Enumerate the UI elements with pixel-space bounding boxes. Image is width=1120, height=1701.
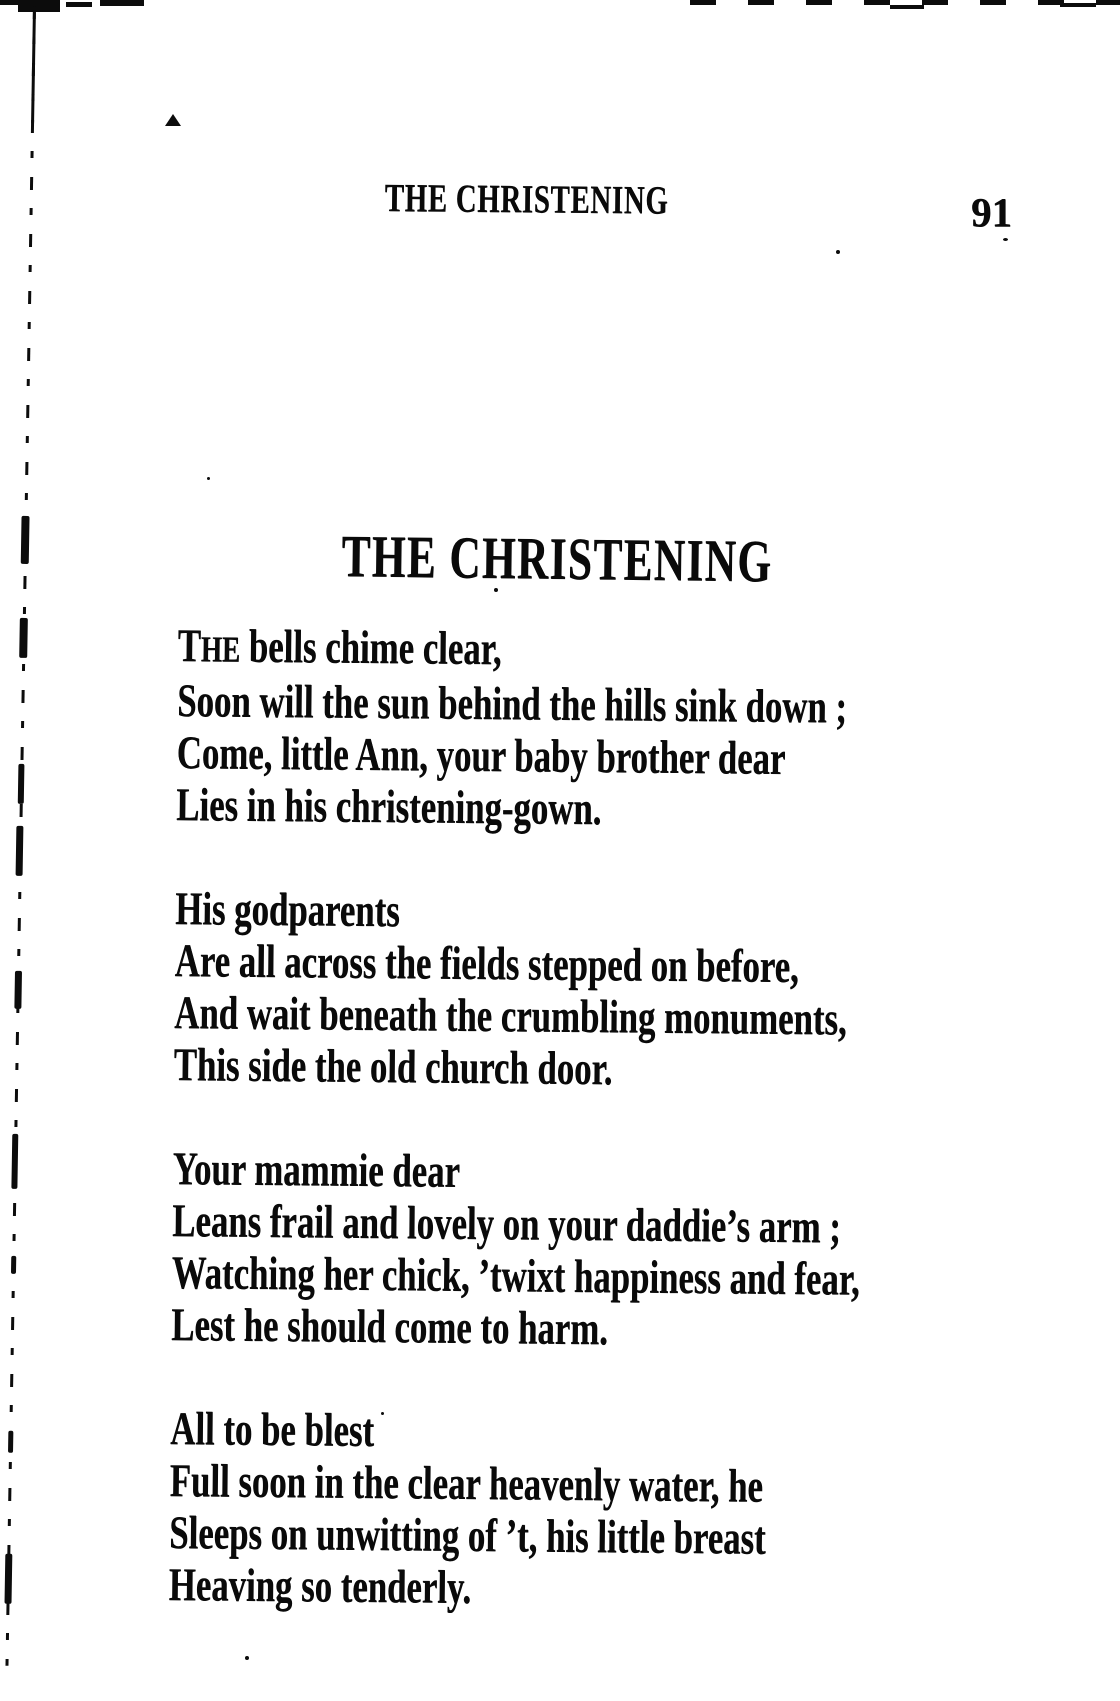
ink-speck-dot — [836, 250, 840, 254]
poem-line — [177, 620, 925, 682]
scan-smudge-top-left — [18, 0, 60, 12]
poem-line: Are all across the fields stepped on before, — [174, 934, 800, 993]
stanza-2 — [173, 883, 922, 1098]
ink-speck-triangle — [165, 114, 181, 126]
ink-speck-dot — [1003, 238, 1008, 241]
stanza-4 — [168, 1403, 917, 1618]
scan-smudge-top-left — [66, 2, 92, 7]
poem-line: Your mammie dear — [172, 1142, 461, 1198]
running-title: THE CHRISTENING — [384, 174, 669, 223]
poem-line: Watching her chick, ’twixt happiness and fear, — [171, 1246, 860, 1306]
stanza-3 — [171, 1143, 920, 1358]
page-number: 91 — [971, 189, 1012, 235]
poem-line: This side the old church door. — [173, 1038, 613, 1096]
poem-line-text: bells chime clear, — [239, 620, 502, 676]
poem-title: THE CHRISTENING — [341, 522, 773, 595]
poem-line: Sleeps on unwitting of ’t, his little breast — [168, 1506, 766, 1565]
poem-line: Lest he should come to harm. — [170, 1298, 609, 1356]
poem-line: Leans frail and lovely on your daddie’s arm ; — [171, 1194, 842, 1254]
opening-word-small-caps: HE — [200, 628, 241, 670]
ink-speck-dot — [207, 477, 210, 480]
scan-line-left-edge — [5, 6, 36, 1666]
scan-smudge-top-left — [100, 0, 144, 6]
poem-line: All to be blest — [169, 1402, 375, 1457]
poem-body — [168, 620, 925, 1670]
poem-line: Soon will the sun behind the hills sink down ; — [176, 674, 848, 734]
running-header — [385, 174, 779, 224]
scan-dash-top-edge — [890, 5, 924, 9]
scan-dash-top-edge — [1060, 3, 1096, 7]
poem-line: Heaving so tenderly. — [168, 1558, 472, 1614]
poem-line: Full soon in the clear heavenly water, he — [169, 1454, 764, 1513]
stanza-1 — [176, 620, 925, 838]
poem-line: Come, little Ann, your baby brother dear — [176, 726, 786, 785]
opening-word-initial: T — [177, 620, 202, 673]
poem-line: Lies in his christening-gown. — [175, 778, 602, 836]
poem-line: His godparents — [174, 882, 400, 938]
poem-line: And wait beneath the crumbling monuments, — [173, 986, 847, 1046]
